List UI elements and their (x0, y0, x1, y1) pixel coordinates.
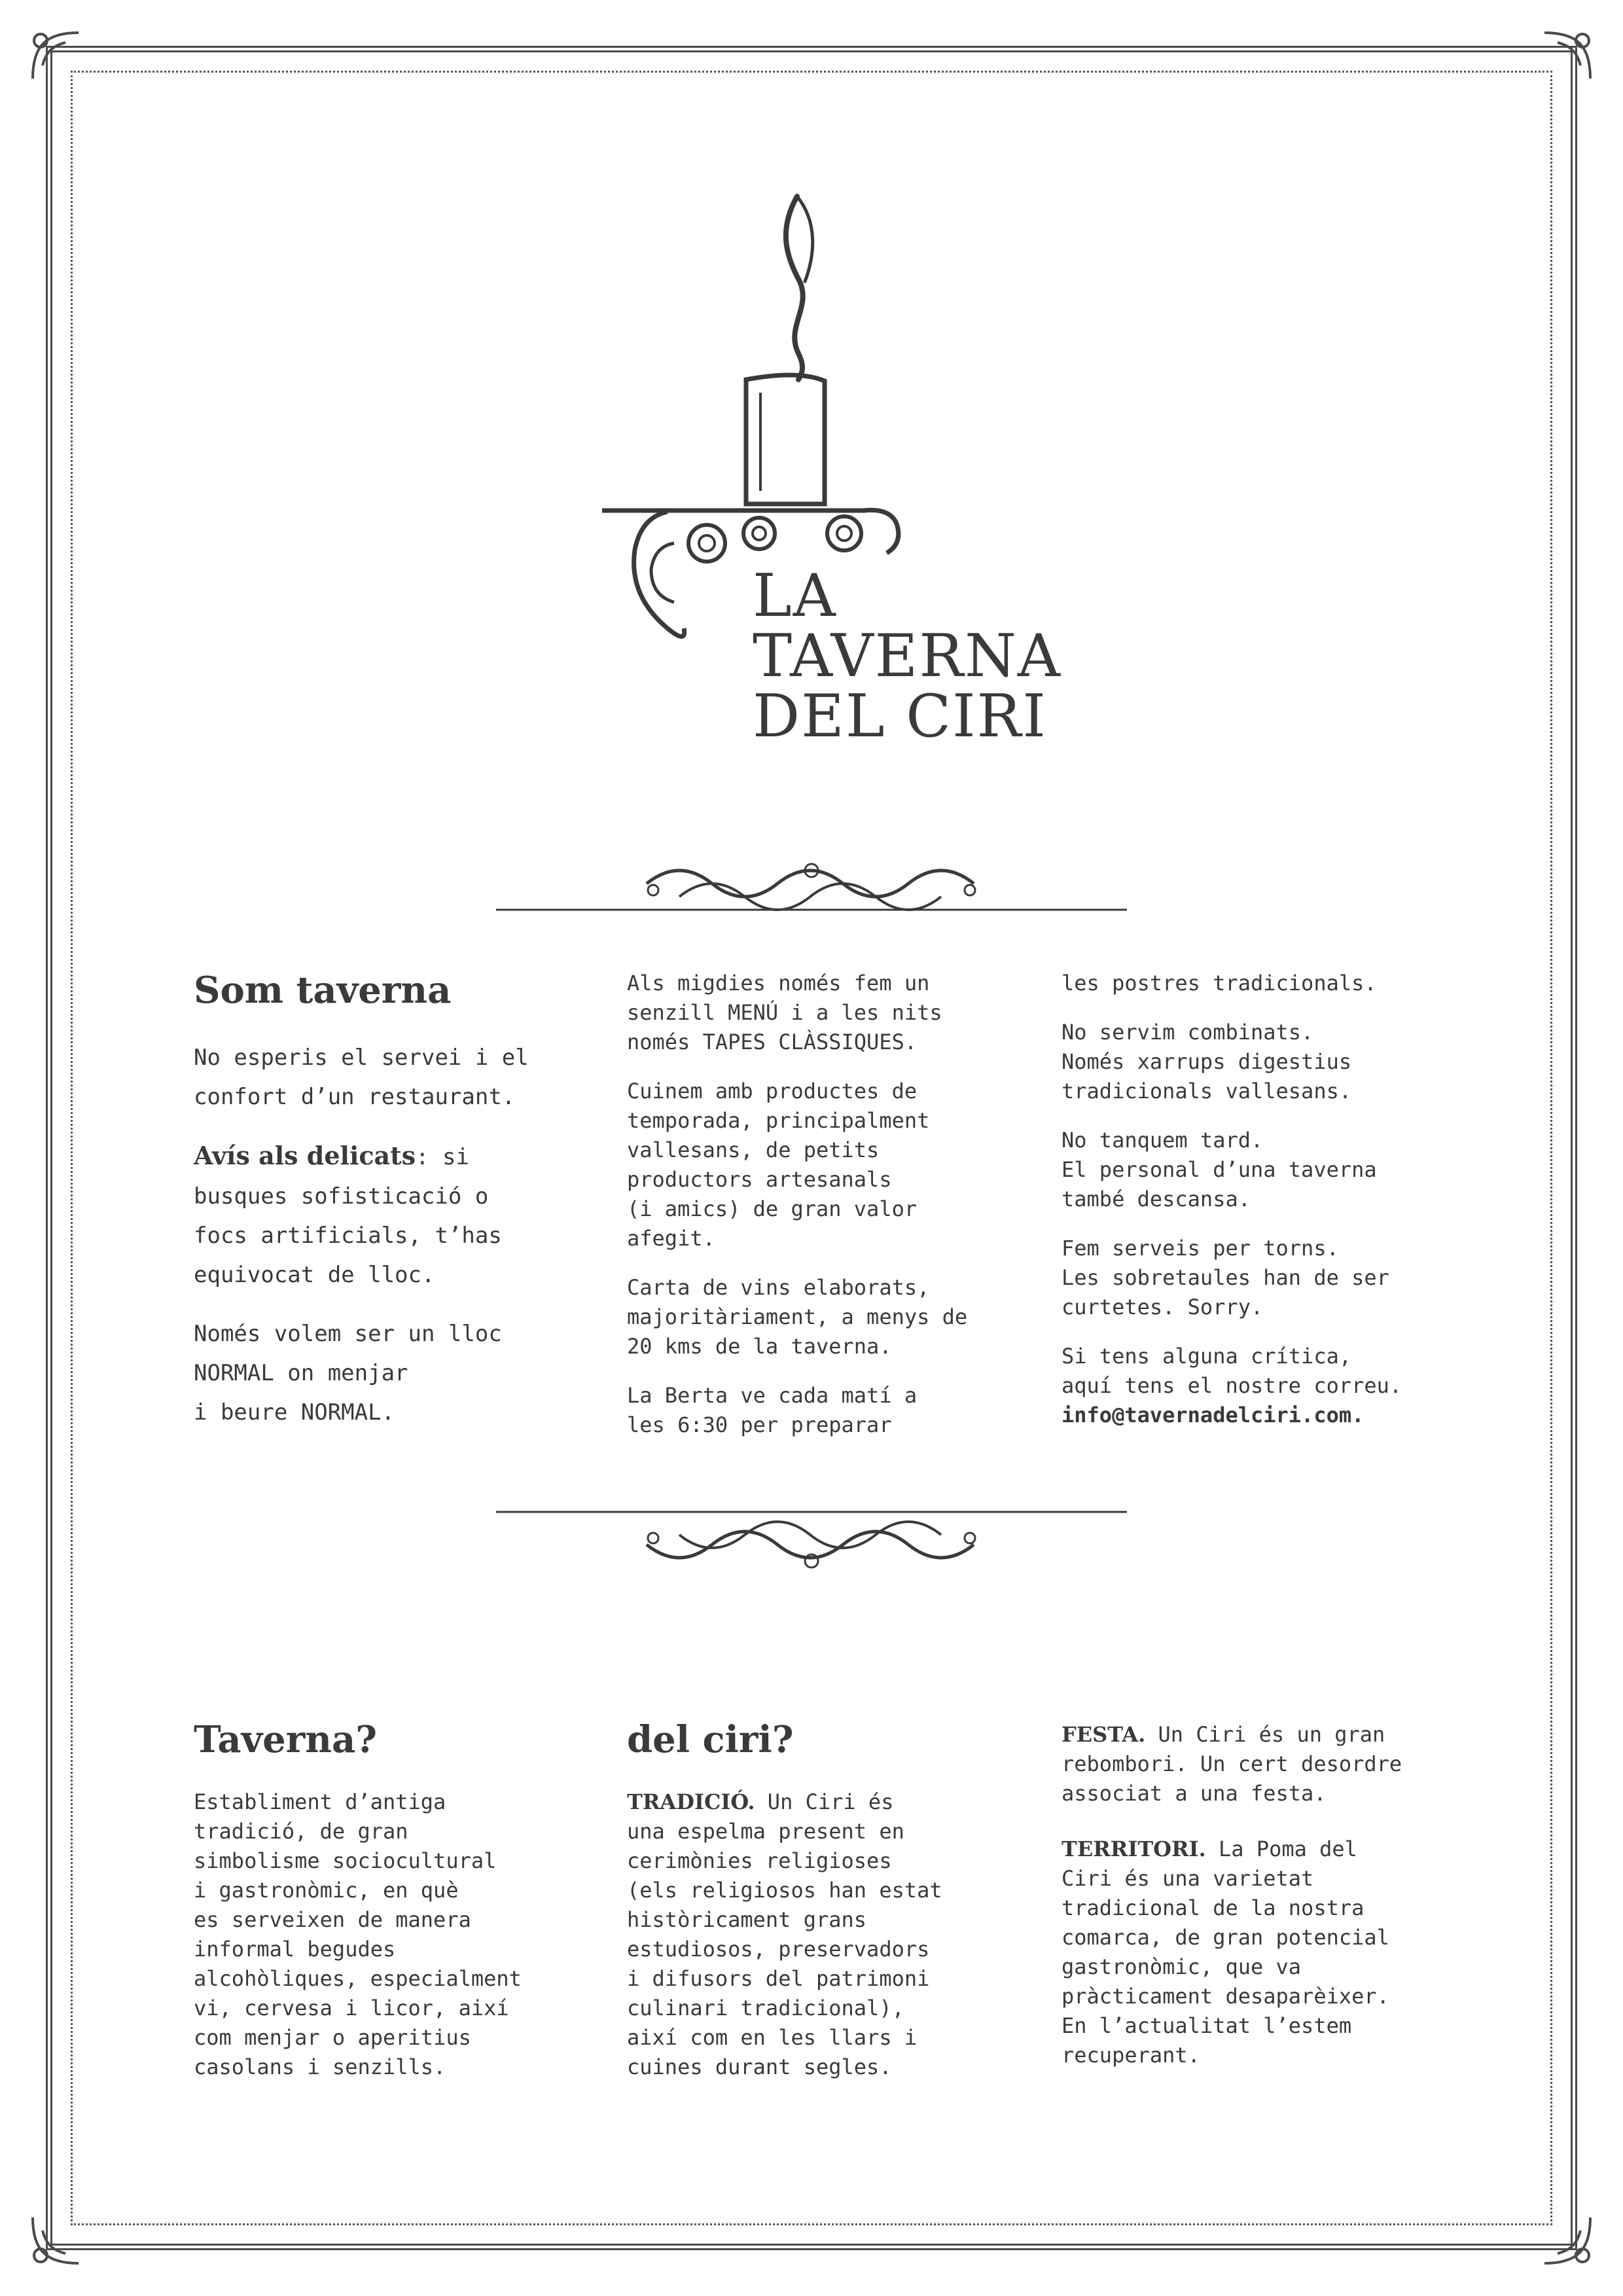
paragraph (627, 1381, 1007, 1440)
text-line: simbolisme sociocultural (194, 1848, 497, 1873)
text-line: Les sobretaules han de ser (1061, 1265, 1389, 1290)
bold-label: TERRITORI. (1061, 1837, 1206, 1861)
text-line: Si tens alguna crítica, (1061, 1344, 1352, 1369)
text-line: com menjar o aperitius (194, 2025, 471, 2050)
paragraph (1061, 1126, 1480, 1214)
text-line: aquí tens el nostre correu. (1061, 1373, 1402, 1398)
text-line: així com en les llars i (627, 2025, 918, 2050)
text-line: 20 kms de la taverna. (627, 1334, 892, 1359)
paragraph (194, 1314, 573, 1432)
text-line: productors artesanals (627, 1167, 892, 1192)
text-line: busques sofisticació o (194, 1183, 489, 1210)
paragraph (627, 1787, 1007, 2082)
ornamental-divider-top (496, 844, 1127, 923)
text-line: (els religiosos han estat (627, 1878, 942, 1903)
bold-label: TRADICIÓ. (627, 1789, 755, 1814)
section1-col1 (194, 969, 573, 1452)
section1-col2 (627, 969, 1007, 1460)
section2-col1 (194, 1718, 573, 2102)
paragraph (1061, 969, 1480, 998)
text-line: majoritàriament, a menys de (627, 1304, 968, 1329)
paragraph (1061, 1835, 1480, 2070)
text-line: alcohòliques, especialment (194, 1966, 522, 1991)
text-line: No servim combinats. (1061, 1020, 1314, 1045)
text-line: (i amics) de gran valor (627, 1196, 918, 1221)
text-line: recuperant. (1061, 2043, 1200, 2068)
heading-del-ciri: del ciri? (627, 1718, 794, 1761)
ornamental-divider-bottom (496, 1499, 1127, 1577)
paragraph (627, 1273, 1007, 1361)
text-line: cerimònies religioses (627, 1848, 892, 1873)
brand-line: DEL CIRI (753, 682, 1047, 751)
text-line: casolans i senzills. (194, 2054, 446, 2079)
corner-flourish-icon (1538, 26, 1597, 85)
brand-line: TAVERNA (753, 622, 1061, 691)
text-line: les postres tradicionals. (1061, 971, 1377, 996)
text-line: afegit. (627, 1226, 715, 1251)
text-line: Fem serveis per torns. (1061, 1236, 1339, 1261)
text-line: culinari tradicional), (627, 1996, 904, 2020)
text-line: rebombori. Un cert desordre (1061, 1751, 1402, 1776)
paragraph (1061, 1342, 1480, 1430)
text-line: Només volem ser un lloc (194, 1321, 502, 1347)
text-line: una espelma present en (627, 1819, 904, 1844)
section2-col2 (627, 1718, 1007, 2102)
paragraph (627, 969, 1007, 1057)
text-line: : si (416, 1144, 469, 1170)
text-line: Ciri és una varietat (1061, 1866, 1314, 1891)
text-line: El personal d’una taverna (1061, 1157, 1377, 1182)
section2-col3 (1061, 1720, 1480, 2090)
section1-col3 (1061, 969, 1480, 1450)
text-line: i difusors del patrimoni (627, 1966, 930, 1991)
text-line: es serveixen de manera (194, 1907, 471, 1932)
text-line: En l’actualitat l’estem (1061, 2013, 1352, 2038)
text-line: equivocat de lloc. (194, 1262, 435, 1288)
text-line: vallesans, de petits (627, 1138, 880, 1162)
text-line: pràcticament desaparèixer. (1061, 1984, 1389, 2009)
bold-label: Avís als delicats (194, 1141, 416, 1170)
text-line: informal begudes (194, 1937, 396, 1962)
text-line: tradicional de la nostra (1061, 1895, 1364, 1920)
text-line: confort d’un restaurant. (194, 1084, 516, 1110)
text-line: i beure NORMAL. (194, 1399, 395, 1426)
text-line: vi, cervesa i licor, així (194, 1996, 509, 2020)
text-line: comarca, de gran potencial (1061, 1925, 1389, 1950)
text-line: històricament grans (627, 1907, 867, 1932)
text-line: curtetes. Sorry. (1061, 1295, 1264, 1319)
text-line: focs artificials, t’has (194, 1223, 502, 1249)
corner-flourish-icon (26, 26, 85, 85)
text-line: les 6:30 per preparar (627, 1412, 892, 1437)
text-line: tradicionals vallesans. (1061, 1079, 1352, 1103)
text-line: Carta de vins elaborats, (627, 1275, 930, 1300)
text-line: La Berta ve cada matí a (627, 1383, 918, 1408)
text-line: NORMAL on menjar (194, 1360, 408, 1386)
text-line: Als migdies només fem un (627, 971, 930, 996)
text-line: No esperis el servei i el (194, 1045, 529, 1071)
text-line: gastronòmic, que va (1061, 1954, 1302, 1979)
email-link[interactable]: info@tavernadelciri.com. (1061, 1403, 1364, 1427)
paragraph (194, 1038, 573, 1117)
text-line: cuines durant segles. (627, 2054, 892, 2079)
text-line: Un Ciri és (755, 1789, 894, 1814)
text-line: també descansa. (1061, 1187, 1251, 1211)
heading-taverna: Taverna? (194, 1718, 378, 1761)
paragraph (627, 1077, 1007, 1253)
paragraph (1061, 1720, 1480, 1808)
paragraph (194, 1136, 573, 1295)
text-line: Cuinem amb productes de (627, 1079, 918, 1103)
text-line: Un Ciri és un gran (1145, 1722, 1385, 1747)
brand-wordmark (753, 562, 1061, 751)
text-line: No tanquem tard. (1061, 1128, 1264, 1153)
text-line: senzill MENÚ i a les nits (627, 1000, 942, 1025)
text-line: Establiment d’antiga (194, 1789, 446, 1814)
paragraph (194, 1787, 573, 2082)
paragraph (1061, 1018, 1480, 1106)
paragraph (1061, 1234, 1480, 1322)
text-line: estudiosos, preservadors (627, 1937, 930, 1962)
text-line: temporada, principalment (627, 1108, 930, 1133)
brand-line: LA (753, 562, 837, 630)
text-line: tradició, de gran (194, 1819, 408, 1844)
text-line: associat a una festa. (1061, 1781, 1327, 1806)
corner-flourish-icon (26, 2211, 85, 2270)
text-line: Només xarrups digestius (1061, 1049, 1352, 1074)
heading-som-taverna: Som taverna (194, 969, 452, 1012)
bold-label: FESTA. (1061, 1722, 1146, 1747)
text-line: només TAPES CLÀSSIQUES. (627, 1030, 918, 1054)
corner-flourish-icon (1538, 2211, 1597, 2270)
text-line: i gastronòmic, en què (194, 1878, 459, 1903)
text-line: La Poma del (1205, 1837, 1357, 1861)
